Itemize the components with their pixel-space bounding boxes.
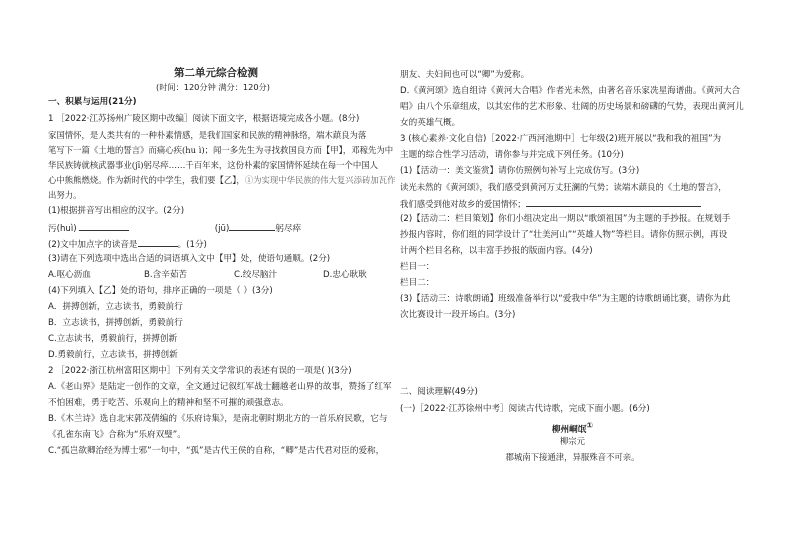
q1-sub1b-tail: 躬尽瘁 [275,224,302,234]
q1-passage-text: ①为实现中华民族的伟大复兴添砖加瓦作 [244,175,396,185]
q3-column-one: 栏目一： [400,262,435,272]
answer-blank[interactable] [526,198,701,207]
q1-sub1b-label: (jū) [214,224,230,234]
q1-passage-line: 家国情怀，是人类共有的一种朴素情感，是我们国家和民族的精神脉络，端木蕻良为落 [48,130,367,140]
q3-task3: (3)【活动三：诗歌朗诵】班级准备举行以“爱我中华”为主题的诗歌朗诵比赛，请你为此 [400,294,731,304]
q2-option-line: 朋友、夫妇间也可以“卿”为爱称。 [400,70,530,80]
q1-sub1a-label: 污(huì) [48,224,77,234]
q2-option-line: C.“孤岂欲卿治经为博士邪”一句中，“孤”是古代王侯的自称，“卿”是古代君对臣的爱称， [48,446,385,456]
q1-passage-line: 出努力。 [48,190,82,200]
option: A．拼搏创新，立志读书，勇毅前行 [48,302,183,312]
q3-column-two: 栏目二： [400,278,435,288]
q1-sub4: (4)下列填入【乙】处的语句，排序正确的一项是（ ）(3分) [48,286,273,296]
q2-intro: 2 ［2022·浙江杭州富阳区期中］下列有关文学常识的表述有误的一项是( )(3分) [48,366,352,376]
poem-line: 郡城南下接通津，异服殊音不可亲。 [505,452,640,462]
reading-part1-intro: (一)［2022·江苏徐州中考］阅读古代诗歌，完成下面小题。(6分) [400,404,650,414]
page-subtitle: (时间：120分钟 满分：120分) [156,82,270,92]
q2-option-line: 唱》由八个乐章组成，以其宏伟的艺术形象、壮阔的历史场景和磅礴的气势，表现出黄河儿 [400,102,744,112]
q3-task1-example [400,198,701,210]
section-heading-1: 一、积累与运用(21分) [48,97,137,107]
answer-blank[interactable] [79,222,129,231]
q3-intro: 3 (核心素养·文化自信)［2022·广西河池期中］七年级(2)班开展以“我和我的祖国”为 [400,134,722,144]
option: B.含辛茹苦 [144,270,188,280]
q1-sub2-tail: 。(1分) [177,240,207,250]
q3-task2: 计两个栏目名称，以丰富手抄报的版面内容。(4分) [400,246,593,256]
option: B．立志读书，拼搏创新，勇毅前行 [48,318,183,328]
q3-task2: (2)【活动二：栏目策划】你们小组决定出一期以“歌颂祖国”为主题的手抄报。在规划手 [400,214,731,224]
poem-footnote-mark: ① [586,421,594,430]
q2-option-line: 不怕困难，勇于吃苦、乐观向上的精神和坚不可摧的顽强意志。 [48,398,289,408]
option: A.呕心沥血 [48,270,91,280]
q1-sub2 [48,238,207,251]
answer-blank[interactable] [229,222,275,231]
q1-sub3: (3)请在下列选项中选出合适的词语填入文中【甲】处，使语句通顺。(2分) [48,254,331,264]
q1-sub2-text: (2)文中加点字的读音是 [48,240,138,250]
poem-title-text: 柳州峒氓 [551,424,587,435]
option: D.忠心耿耿 [323,270,367,280]
q3-task1-example: 读光未然的《黄河颂》，我们感受到黄河万丈狂澜的气势；读端木蕻良的《土地的誓言》， [400,182,727,192]
poem-title [400,420,745,436]
option: C.立志读书，勇毅前行，拼搏创新 [48,334,178,344]
answer-blank[interactable] [138,238,178,247]
q1-sub1-answers [48,222,301,235]
q1-passage-line: 华民族铸就核武器事业(jī)躬尽瘁……千百年来，这份朴素的家国情怀延续在每一个中国人 [48,160,379,170]
q1-intro: 1 ［2022·江苏扬州广陵区期中改编］阅读下面文字，根据语境完成各小题。(8分) [48,114,360,124]
q3-task1: (1)【活动一：美文鉴赏】请你仿照例句补写上完成仿写。(3分) [400,166,640,176]
q3-task3: 次比赛设计一段开场白。(3分) [400,310,516,320]
q3-task1-text: 我们感受到他对故乡的爱国情怀； [400,199,526,209]
q3-task2: 抄报内容时，你们组的同学设计了“壮美河山”“英雄人物”等栏目。请你仿照示例，再设 [400,230,728,240]
q2-option-line: A.《老山界》是陆定一创作的文章，全文通过记叙红军战士翻越老山界的故事，赞扬了红军 [48,382,392,392]
section-heading-2: 二、阅读理解(49分) [400,387,478,397]
q3-intro: 主题的综合性学习活动，请你参与并完成下列任务。(10分) [400,150,624,160]
q2-option-line: D.《黄河颂》选自组诗《黄河大合唱》作者光未然，由著名音乐家冼星海谱曲。《黄河大合 [400,86,741,96]
q1-passage-line: 笔写下一篇《土地的誓言》而痛心疾(hu ì)；闻一多先生为寻找救国良方而【甲】，邓稼先为中 [48,145,394,155]
q1-sub1: (1)根据拼音写出相应的汉字。(2分) [48,206,185,216]
page-title: 第二单元综合检测 [174,67,258,79]
q1-passage-line [48,175,396,186]
q1-passage-text: 心中熊熊燃烧。作为新时代的中学生，我们要【乙】， [48,175,245,185]
poem-author: 柳宗元 [559,436,586,446]
option: C.绞尽脑汁 [234,270,278,280]
q2-option-line: 女的英雄气概。 [400,118,461,128]
option: D.勇毅前行，立志读书，拼搏创新 [48,350,178,360]
q2-option-line: B.《木兰诗》选自北宋郭茂倩编的《乐府诗集》，是南北朝时期北方的一首乐府民歌，它与 [48,414,388,424]
q2-option-line: 《孔雀东南飞》合称为“乐府双璧”。 [48,430,186,440]
